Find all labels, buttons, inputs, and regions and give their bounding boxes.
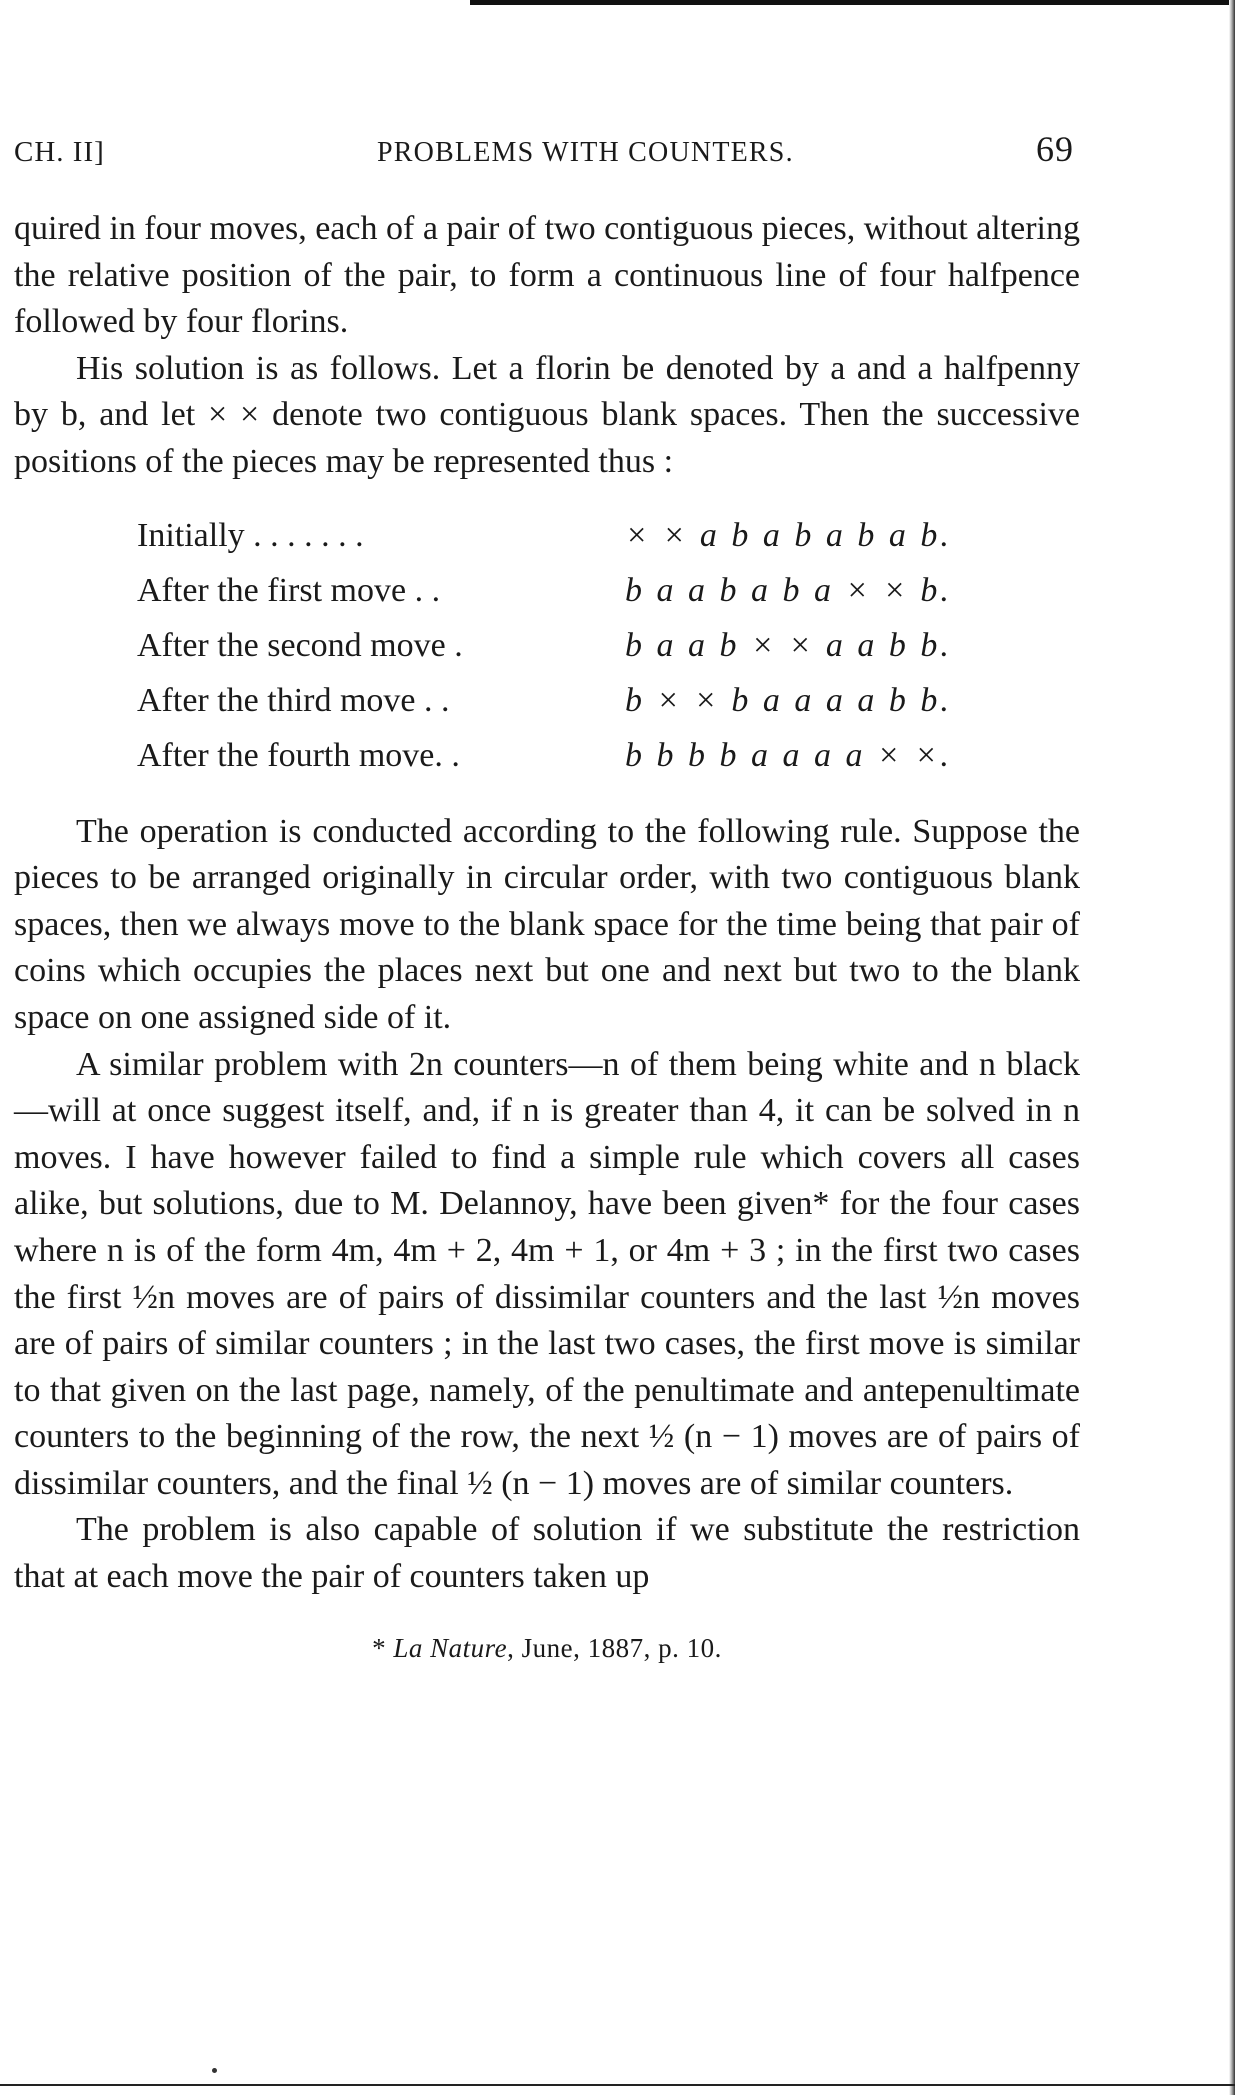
- chapter-label: CH. II]: [14, 136, 105, 168]
- move-sequence: × × a b a b a b a b.: [625, 516, 952, 554]
- running-title: PROBLEMS WITH COUNTERS.: [376, 137, 794, 168]
- move-label: After the first move . .: [137, 571, 441, 609]
- move-sequence: b × × b a a a a b b.: [625, 681, 952, 719]
- footnote-details: , June, 1887, p. 10.: [507, 1632, 722, 1663]
- paragraph-1: quired in four moves, each of a pair of two contiguous pieces, without altering the relative position of the pair, to form a continuous line of four halfpence followed by four florins.: [14, 210, 1080, 341]
- move-label: After the fourth move. .: [137, 736, 460, 774]
- move-row: [137, 563, 967, 618]
- scan-border-top: [470, 0, 1235, 5]
- move-label: Initially . . . . . . .: [137, 516, 364, 554]
- book-page: [14, 128, 1080, 1664]
- footnote: [14, 1633, 1080, 1664]
- move-label: After the second move .: [137, 626, 463, 664]
- move-row: [137, 508, 967, 563]
- paragraph-5: The problem is also capable of solution if we substitute the restriction that at each move the pair of counters taken up: [14, 1511, 1080, 1596]
- moves-table: [137, 508, 967, 783]
- move-row: [137, 728, 967, 783]
- footnote-source: La Nature: [393, 1632, 508, 1663]
- paragraph-3: The operation is conducted according to the following rule. Suppose the pieces to be arranged originally in circular order, with two contiguous blank spaces, then we always move to the blank space for the time being that pair of coins which occupies the places next but one and next but two to the blank space on one assigned side of it.: [14, 812, 1080, 1036]
- move-row: [137, 673, 967, 728]
- move-sequence: b a a b × × a a b b.: [625, 626, 952, 664]
- scan-speck: [212, 2068, 217, 2073]
- footnote-marker: *: [372, 1632, 394, 1663]
- page-number: 69: [1036, 129, 1074, 169]
- move-row: [137, 618, 967, 673]
- scan-border-right: [1229, 0, 1235, 2095]
- scan-border-bottom: [0, 2084, 1235, 2086]
- running-header: [14, 128, 1080, 170]
- move-sequence: b a a b a b a × × b.: [625, 571, 952, 609]
- paragraph-4: A similar problem with 2n counters—n of them being white and n black—will at once suggest itself, and, if n is greater than 4, it can be solved in n moves. I have however failed to find a simple rule which covers all cases alike, but solutions, due to M. Delannoy, have been given* for the four cases where n is of the form 4m, 4m + 2, 4m + 1, or 4m + 3 ; in the first two cases the first ½n moves are of pairs of dissimilar counters and the last ½n moves are of pairs of similar counters ; in the last two cases, the first move is similar to that given on the last page, namely, of the penultimate and antepenultimate counters to the beginning of the row, the next ½ (n − 1) moves are of pairs of dissimilar counters, and the final ½ (n − 1) moves are of similar counters.: [14, 1045, 1080, 1502]
- move-sequence: b b b b a a a a × ×.: [625, 736, 952, 774]
- paragraph-2: His solution is as follows. Let a florin be denoted by a and a halfpenny by b, and let × × denote two contiguous blank spaces. Then the successive positions of the pieces may be represented thus :: [14, 349, 1080, 480]
- move-label: After the third move . .: [137, 681, 450, 719]
